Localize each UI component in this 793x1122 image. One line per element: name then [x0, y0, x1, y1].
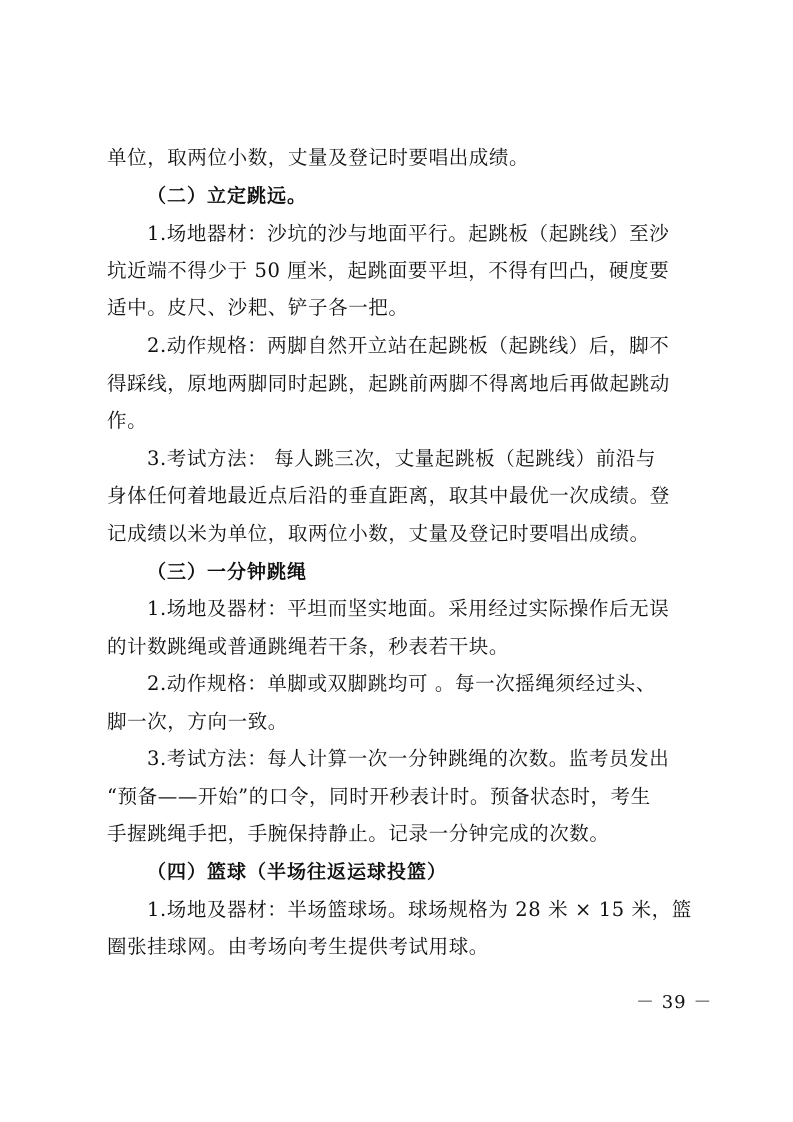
body-text-line: 适中。皮尺、沙耙、铲子各一把。: [107, 296, 409, 319]
section-heading-standing-long-jump: （二）立定跳远。: [147, 185, 308, 207]
body-text-line: 得踩线，原地两脚同时起跳，起跳前两脚不得离地后再做起跳动: [107, 372, 670, 395]
body-text-line: 2.动作规格：两脚自然开立站在起跳板（起跳线）后，脚不: [147, 334, 670, 357]
body-text-line: 圈张挂球网。由考场向考生提供考试用球。: [107, 935, 489, 958]
body-text-line: 3.考试方法： 每人跳三次，丈量起跳板（起跳线）前沿与: [147, 447, 657, 470]
body-text-line: 1.场地及器材：平坦而坚实地面。采用经过实际操作后无误: [147, 597, 670, 620]
body-text-line: 作。: [107, 409, 148, 432]
body-text-line: 的计数跳绳或普通跳绳若干条，秒表若干块。: [107, 635, 510, 658]
body-text-line: 2.动作规格：单脚或双脚跳均可 。每一次摇绳须经过头、: [147, 672, 657, 695]
section-heading-basketball: （四）篮球（半场往返运球投篮）: [147, 861, 448, 883]
body-text-line: 单位，取两位小数，丈量及登记时要唱出成绩。: [107, 146, 530, 169]
body-text-line: 记成绩以米为单位，取两位小数，丈量及登记时要唱出成绩。: [107, 522, 650, 545]
body-text-line: 坑近端不得少于 50 厘米，起跳面要平坦，不得有凹凸，硬度要: [107, 259, 670, 282]
body-text-line: 手握跳绳手把，手腕保持静止。记录一分钟完成的次数。: [107, 822, 610, 845]
body-text-line: 1.场地器材：沙坑的沙与地面平行。起跳板（起跳线）至沙: [147, 222, 670, 245]
body-text-line: 身体任何着地最近点后沿的垂直距离，取其中最优一次成绩。登: [107, 484, 670, 507]
page-number: － 39 －: [636, 992, 713, 1013]
body-text-line: 1.场地及器材：半场篮球场。球场规格为 28 米 × 15 米，篮: [147, 898, 692, 921]
section-heading-one-minute-rope-skipping: （三）一分钟跳绳: [147, 561, 308, 583]
body-text-line: 脚一次，方向一致。: [107, 710, 288, 733]
body-text-line: “预备——开始”的口令，同时开秒表计时。预备状态时，考生: [107, 785, 651, 808]
body-text-line: 3.考试方法：每人计算一次一分钟跳绳的次数。监考员发出: [147, 747, 670, 770]
